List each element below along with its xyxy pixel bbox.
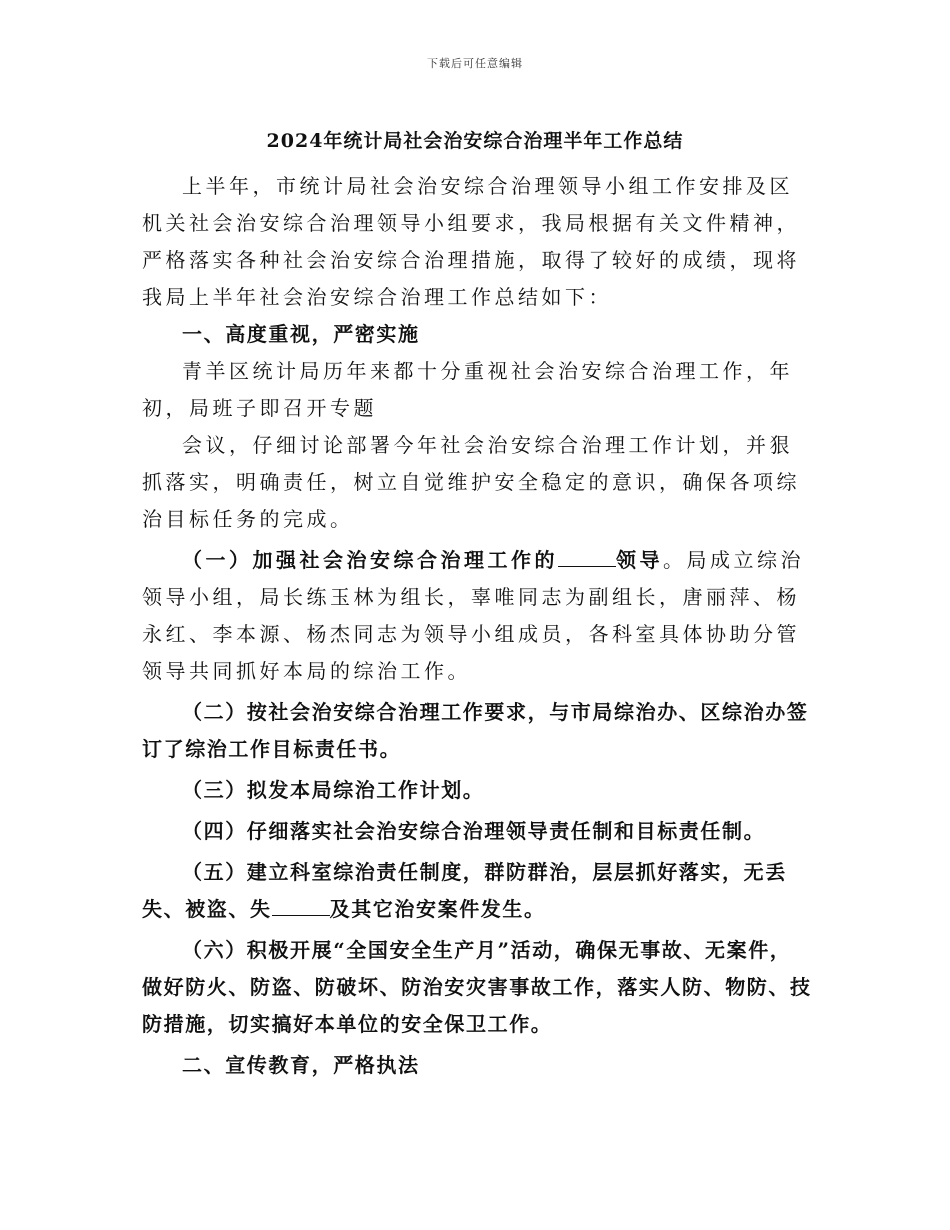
list-item-1-lead-end: 领导	[616, 548, 663, 572]
list-item-2: （二）按社会治安综合治理工作要求，与市局综治办、区综治办签订了综治工作目标责任书。	[142, 700, 809, 761]
paragraph-2: 会议，仔细讨论部署今年社会治安综合治理工作计划，并狠抓落实，明确责任，树立自觉维护安全稳定的意识，确保各项综治目标任务的完成。	[142, 433, 800, 531]
paragraph-1: 青羊区统计局历年来都十分重视社会治安综合治理工作，年初，局班子即召开专题	[142, 359, 793, 420]
fill-in-blank	[272, 897, 330, 916]
section-heading-1: 一、高度重视，严密实施	[182, 322, 420, 346]
fill-in-blank	[558, 548, 616, 567]
document-body	[142, 168, 812, 1084]
document-title: 2024年统计局社会治安综合治理半年工作总结	[266, 130, 684, 152]
list-item-3: （三）拟发本局综治工作计划。	[182, 778, 485, 802]
list-item-4: （四）仔细落实社会治安综合治理领导责任制和目标责任制。	[182, 819, 766, 843]
list-item-1-lead: （一）加强社会治安综合治理工作的	[182, 548, 558, 572]
header-note: 下载后可任意编辑	[427, 57, 523, 70]
list-item-6: （六）积极开展“全国安全生产月”活动，确保无事故、无案件，做好防火、防盗、防破坏、防治安灾害事故工作，落实人防、物防、技防措施，切实搞好本单位的安全保卫工作。	[142, 938, 812, 1036]
list-item-5-text-a: （五）建立科室综治责任制度，群防群治，层层抓好落实，无丢失、被盗、失	[142, 860, 787, 921]
intro-paragraph: 上半年，市统计局社会治安综合治理领导小组工作安排及区机关社会治安综合治理领导小组要求，我局根据有关文件精神，严格落实各种社会治安综合治理措施，取得了较好的成绩，现将我局上半年社会治安综合治理工作总结如下：	[142, 174, 800, 309]
list-item-1	[142, 542, 812, 690]
list-item-1-text: 。局成立综治领导小组，局长练玉林为组长，辜唯同志为副组长，唐丽萍、杨永红、李本源、杨杰同志为领导小组成员，各科室具体协助分管领导共同抓好本局的综治工作。	[142, 548, 804, 683]
list-item-5	[142, 854, 812, 928]
section-heading-2: 二、宣传教育，严格执法	[182, 1053, 420, 1077]
list-item-5-text-b: 及其它治安案件发生。	[329, 897, 546, 921]
